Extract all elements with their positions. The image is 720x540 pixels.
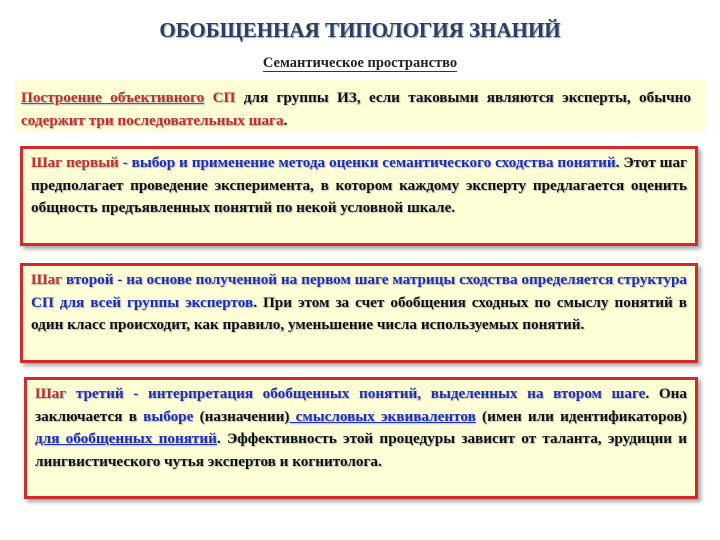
intro-text: для группы ИЗ, если таковыми являются эксперты, обычно [243, 89, 691, 106]
slide-subtitle [0, 55, 720, 72]
step-one-text: . Этот шаг предполагает проведение эксперимента, в котором каждому эксперту предлагается оценить общность предъявленных понятий по некой условной шкале. [31, 154, 687, 216]
step-three-label: Шаг [35, 385, 67, 402]
step-three-term-equivalents: смысловых эквивалентов [289, 407, 476, 425]
intro-paragraph [21, 87, 691, 132]
step-two-text: . При этом за счет обобщения сходных по смыслу понятий в один класс происходит, как правило, уменьшение числа используемых понятий. [31, 293, 687, 333]
step-three-text-3: (имен или идентификаторов) [475, 407, 688, 425]
step-three-ordinal: третий [66, 385, 124, 402]
step-three-text-1: . Она заключается в [35, 385, 687, 425]
step-three-paragraph [35, 383, 687, 473]
step-three-action: - интерпретация обобщенных понятий, выделенных на втором шаге [123, 385, 646, 402]
slide-title: ОБОБЩЕННАЯ ТИПОЛОГИЯ ЗНАНИЙ [159, 18, 561, 42]
intro-term-objective: Построение объективного [21, 89, 205, 106]
subtitle-text: Семантическое пространство [262, 55, 458, 71]
intro-term-sp: СП [204, 89, 244, 106]
step-three-term-concepts: для обобщенных понятий [35, 430, 217, 447]
step-three-term-choice: выборе [136, 407, 194, 425]
step-two-ordinal: второй [62, 271, 114, 288]
step-one-paragraph [31, 152, 687, 220]
step-two-action: - на основе полученной на первом шаге матрицы сходства определяется структура СП для всей группы экспертов [31, 271, 687, 311]
intro-term-steps: содержит три последовательных шага [21, 111, 284, 129]
step-one-block [20, 146, 698, 246]
step-three-text-2: (назначении) [193, 407, 290, 425]
step-three-text-4: . Эффективность этой процедуры зависит от таланта, эрудиции и лингвистического чутья экспертов и когнитолога. [35, 430, 687, 470]
intro-block [15, 80, 705, 132]
step-one-label: Шаг первый [31, 154, 119, 171]
step-one-action: - выбор и применение метода оценки семантического сходства понятий [118, 154, 616, 171]
step-two-paragraph [31, 269, 687, 337]
step-two-block [20, 263, 698, 363]
step-three-block [24, 377, 698, 499]
intro-end: . [283, 111, 288, 129]
step-two-label: Шаг [31, 271, 63, 288]
